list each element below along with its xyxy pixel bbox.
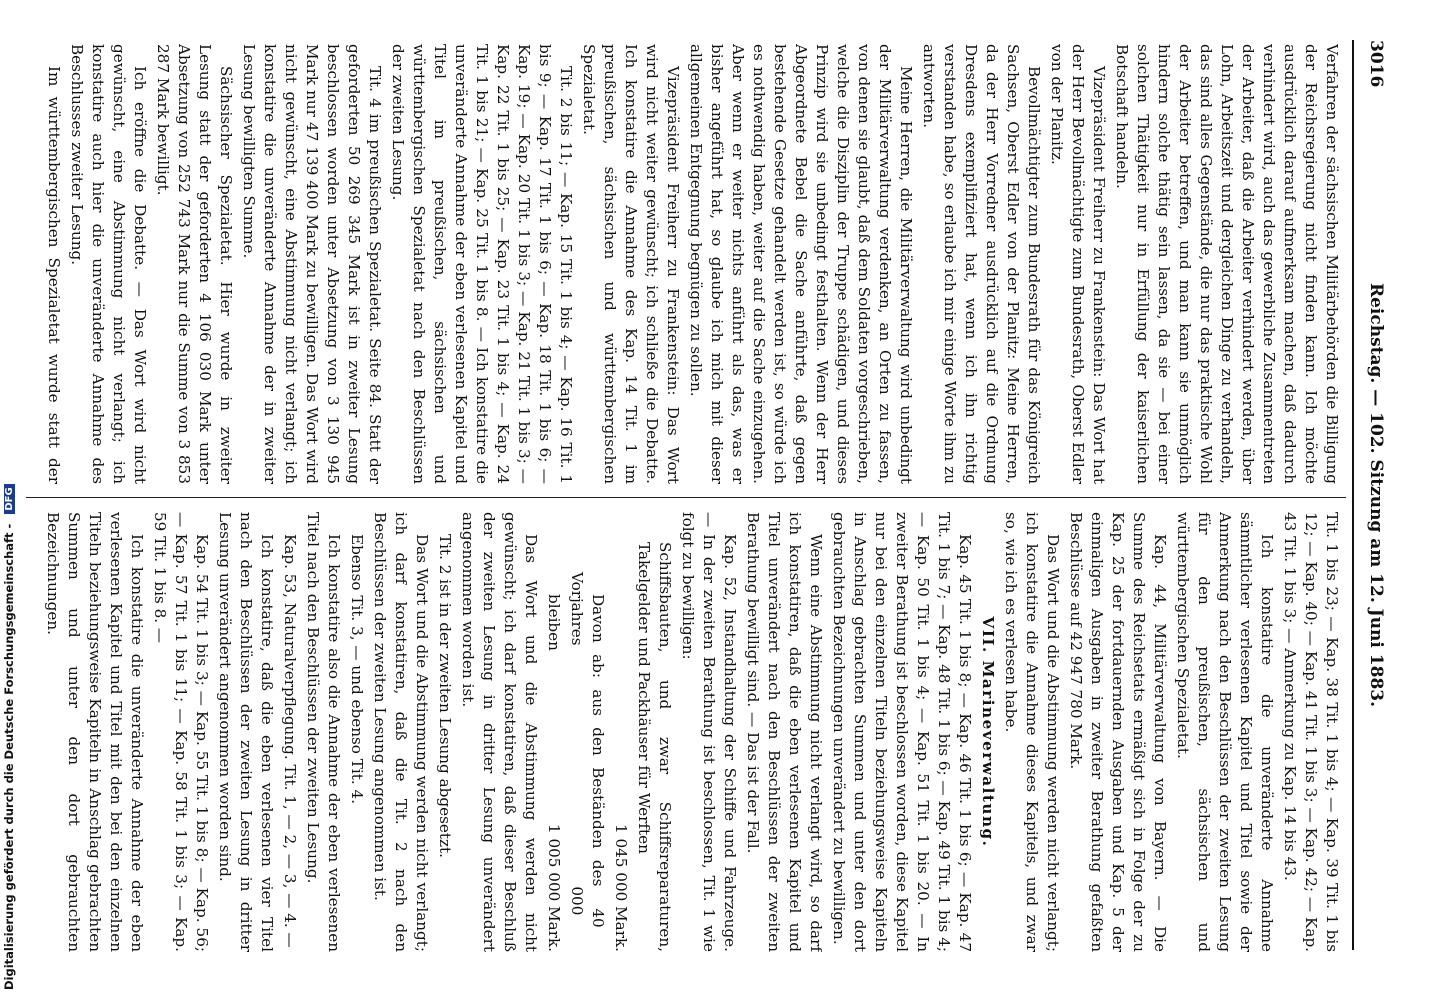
paragraph: Ich eröffne die Debatte. — Das Wort wird nicht gewünscht, eine Abstimmung nicht verlangt; ich konstatire auch hier die unveränderte Annahme des Beschlusses zweiter Lesung. — [68, 44, 149, 484]
amount-value: 40 000 — [568, 886, 607, 928]
digitization-footer — [0, 0, 26, 1000]
amount-row — [566, 512, 608, 952]
paragraph: Tit. 2 bis 11; — Kap. 15 Tit. 1 bis 4; — Kap. 16 Tit. 1 bis 9; — Kap. 17 Tit. 1 bis 6; — Kap. 18 Tit. 1 bis 6; — Kap. 19; — Kap. 20 Tit. 1 bis 3; — Kap. 21 Tit. 1 bis 3; — Kap. 22 Tit. 1 bis 25; — Kap. 23 Tit. 1 bis 4; — Kap. 24 Tit. 1 bis 21; — Kap. 25 Tit. 1 bis 8. — Ich konstatire die unveränderte Annahme der eben verlesenen Kapitel und Titel im preußischen, sächsischen und württembergischen Spezialetat nach den Beschlüssen der zweiten Lesung. — [389, 44, 575, 484]
paragraph: Kap. 53, Naturalverpflegung. Tit. 1, — 2, — 3, — 4. — — [281, 534, 299, 948]
section-heading: VII. Marineverwaltung. — [979, 616, 997, 848]
paragraph: Wenn eine Abstimmung nicht verlangt wird, so darf ich konstatiren, daß die eben verlesenen Kapitel und Titel unverändert nach den Beschlüssen der zweiten Berathung bewilligt sind. — Das ist der Fall. — [744, 512, 825, 952]
dfg-logo: DFG — [4, 484, 15, 513]
left-column — [42, 44, 1342, 484]
paragraph: Ich konstatire, daß die eben verlesenen vier Titel nach den Beschlüssen der zweiten Lesung in dritter Lesung unverändert angenommen worden sind. — [216, 512, 276, 952]
paragraph: Vizepräsident Freiherr zu Frankenstein: Das Wort hat der Herr Bevollmächtigte zum Bundesrath, Oberst Edler von der Planitz. — [1048, 44, 1108, 484]
paragraph: Bevollmächtigter zum Bundesrath für das Königreich Sachsen, Oberst Edler von der Planitz: Meine Herren, da der Herr Vorredner ausdrücklich auf die Ordnung Dresdens exemplifiziert hat, wenn ich ihn richtig verstanden habe, so erlaube ich mir einige Worte ihm zu antworten. — [920, 44, 1043, 484]
paragraph: Ich konstatire die unveränderte Annahme der eben verlesenen Kapitel und Titel mit den bei den einzelnen Titeln beziehungsweise Kapiteln in Anschlag gebrachten Summen und unter den dort gebrauchten Bezeichnungen. — [44, 512, 146, 952]
amount-label: bleiben — [545, 594, 563, 651]
amount-row — [543, 512, 564, 952]
paragraph: Das Wort und die Abstimmung werden nicht verlangt; ich konstatire die Annahme dieses Kapitels, und zwar so, wie ich es verlesen habe. — [1002, 512, 1062, 952]
paragraph: Tit. 1 bis 23; — Kap. 38 Tit. 1 bis 4; — Kap. 39 Tit. 1 bis 12; — Kap. 40; — Kap. 41 Tit. 1 bis 3; — Kap. 42; — Kap. 43 Tit. 1 bis 3; — Anmerkung zu Kap. 14 bis 43. — [1281, 512, 1341, 952]
paragraph: Sächsischer Spezialetat. Hier wurde in zweiter Lesung statt der geforderten 4 106 030 Mark unter Absetzung von 252 743 Mark nur die Summe von 3 853 287 Mark bewilligt. — [154, 44, 235, 484]
paragraph: Tit. 2 ist in der zweiten Lesung abgesetzt. — [436, 534, 454, 858]
funding-credit: Digitalisierung gefördert durch die Deutsche Forschungsgemeinschaft - — [2, 523, 16, 990]
paragraph: Meine Herren, die Militärverwaltung wird unbedingt der Militärverwaltung verdenken, an Orten zu fassen, von denen sie glaubt, daß dem Soldaten vorgeschrieben, welche die Disziplin der Truppe schädigen, und dieses Prinzip wird sie unbedingt festhalten. Wenn der Herr Abgeordnete Bebel die Sache anführte, daß gegen bestehende Gesetze gehandelt werden ist, so würde ich es nothwendig haben, weiter auf die Sache einzugehen. Aber wenn er weiter nichts anführt als das, was er bisher angeführt hat, so glaube ich mich mit dieser allgemeinen Entgegnung begnügen zu sollen. — [687, 44, 915, 484]
paragraph: Das Wort und die Abstimmung werden nicht gewünscht; ich darf konstatiren, daß dieser Beschluß der zweiten Lesung in dritter Lesung unverändert angenommen worden ist. — [459, 512, 540, 952]
right-column — [42, 512, 1342, 952]
paragraph: Verfahren der sächsischen Militärbehörden die Billigung der Reichsregierung nicht finden kann. Ich möchte ausdrücklich darauf aufmerksam machen, daß dadurch verhindert wird, auch das gewerbliche Zusammentreten der Arbeiter, daß die Arbeiter verhindert werden, über Lohn, Arbeitszeit und dergleichen Dinge zu verhandeln, das sind alles Gegenstände, die nur das praktische Wohl der Arbeiter betreffen, und man kann sie unmöglich hindern solche thätig sein lassen, da sie — bei einer solchen Thätigkeit nur in Erfüllung der kaiserlichen Botschaft handeln. — [1113, 44, 1341, 484]
paragraph: Kap. 44, Militärverwaltung von Bayern. — Die Summe des Reichsetats ermäßigt sich in Folge der zu Kap. 25 der fortdauernden Ausgaben und Kap. 5 der einmaligen Ausgaben in zweiter Berathung gefaßten Beschlüsse auf 42 947 780 Mark. — [1067, 512, 1169, 952]
running-title: Reichstag. — 102. Sitzung am 12. Juni 1883. — [1366, 282, 1386, 708]
budget-item: Schiffsbauten, und zwar Schiffsreparaturen, Takelgelder und Packhäuser für Werften — [635, 542, 674, 952]
paragraph: Ebenso Tit. 3, — und ebenso Tit. 4. — [348, 534, 366, 805]
amount-value: 1 045 000 Mark. — [612, 823, 630, 952]
header-rule — [1352, 40, 1354, 950]
amount-row — [610, 512, 631, 952]
paragraph: Tit. 4 im preußischen Spezialetat. Seite 84. Statt der geforderten 50 269 345 Mark ist in zweiter Lesung beschlossen worden unter Absetzung von 3 130 945 Mark nur 47 139 400 Mark zu bewilligen. Das Wort wird nicht gewünscht, eine Abstimmung nicht verlangt; ich konstatire die unveränderte Annahme der in zweiter Lesung bewilligten Summe. — [240, 44, 384, 484]
paragraph: Kap. 54 Tit. 1 bis 3; — Kap. 55 Tit. 1 bis 8; — Kap. 56; — Kap. 57 Tit. 1 bis 11; — Kap. 58 Tit. 1 bis 3; — Kap. 59 Tit. 1 bis 8. — — [151, 512, 211, 952]
paragraph: Ich konstatire die unveränderte Annahme sämmtlicher verlesenen Kapitel und Titel sowie der Anmerkung nach den Beschlüssen der zweiten Lesung für den preußischen, sächsischen und württembergischen Spezialetat. — [1174, 512, 1276, 952]
page-number: 3016 — [1366, 40, 1386, 88]
paragraph: Ich konstatire also die Annahme der eben verlesenen Titel nach den Beschlüssen der zweiten Lesung. — [304, 512, 343, 952]
paragraph: Das Wort und die Abstimmung werden nicht verlangt; ich darf konstatiren, daß die Tit. 2 nach den Beschlüssen der zweiten Lesung angenommen ist. — [371, 512, 431, 952]
paragraph: Im württembergischen Spezialetat wurde statt der — [45, 66, 63, 484]
paragraph: Kap. 52, Instandhaltung der Schiffe und Fahrzeuge. — In der zweiten Berathung ist beschlossen, Tit. 1 wie folgt zu bewilligen: — [679, 512, 739, 952]
footer-text — [2, 0, 16, 990]
paragraph: Kap. 45 Tit. 1 bis 8; — Kap. 46 Tit. 1 bis 6; — Kap. 47 Tit. 1 bis 7; — Kap. 48 Tit. 1 bis 6; — Kap. 49 Tit. 1 bis 4; — Kap. 50 Tit. 1 bis 4; — Kap. 51 Tit. 1 bis 20. — In zweiter Berathung ist beschlossen worden, diese Kapitel nur bei den einzelnen Titeln beziehungsweise Kapiteln in Anschlag gebrachten Summen und unter den dort gebrauchten Bezeichnungen unverändert zu bewilligen. — [830, 512, 974, 952]
page-header — [1358, 40, 1392, 950]
amount-value: 1 005 000 Mark. — [545, 823, 563, 952]
paragraph: Vizepräsident Freiherr zu Frankenstein: Das Wort wird nicht weiter gewünscht; ich schließe die Debatte. Ich konstatire die Annahme des Kap. 14 Tit. 1 im preußischen, sächsischen und württembergischen Spezialetat. — [580, 44, 682, 484]
amount-label: Davon ab: aus den Beständen des Vorjahres — [568, 572, 607, 887]
column-divider — [26, 497, 1346, 498]
